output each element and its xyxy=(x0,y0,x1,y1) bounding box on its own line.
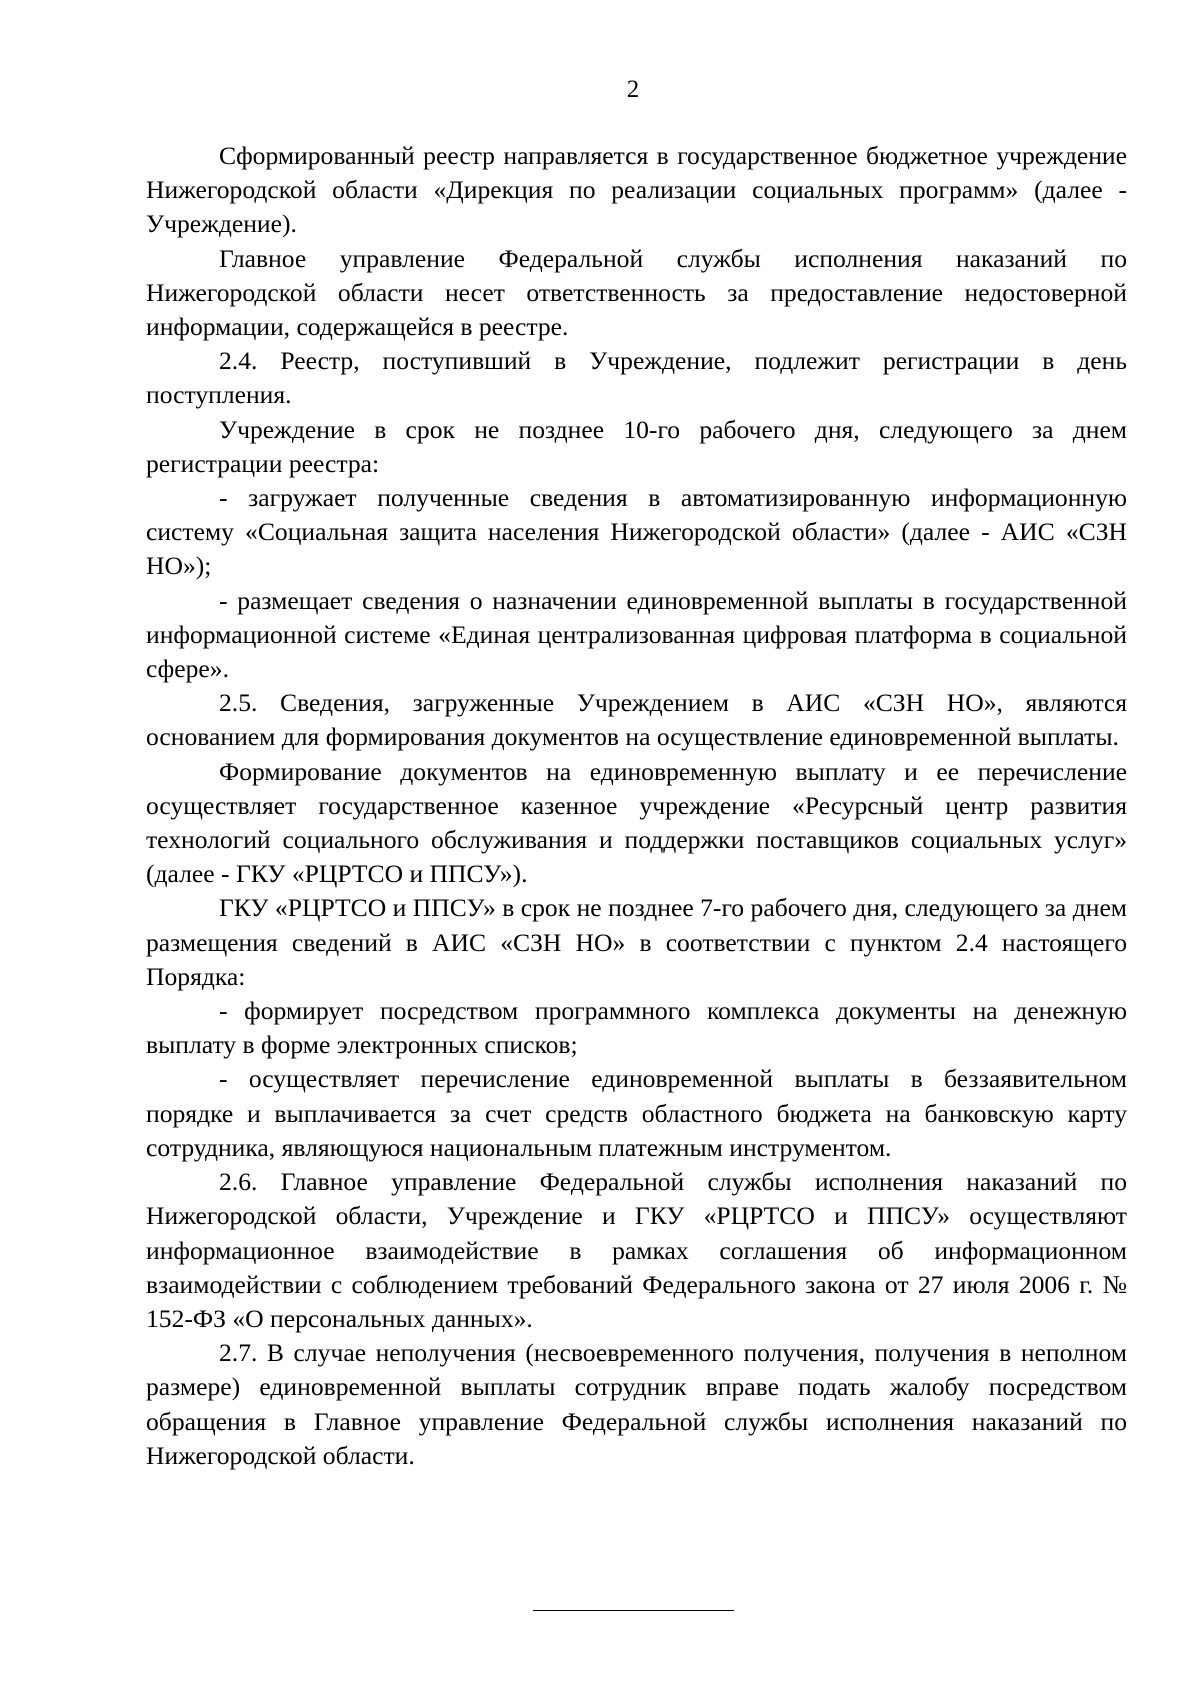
paragraph-2-4: 2.4. Реестр, поступивший в Учреждение, подлежит регистрации в день поступления. xyxy=(146,346,1127,410)
page-number: 2 xyxy=(626,76,640,103)
paragraph-gku-deadline: ГКУ «РЦРТСО и ППСУ» в срок не позднее 7-го рабочего дня, следующего за днем размещения сведений в АИС «СЗН НО» в соответствии с пунктом 2.4 настоящего Порядка: xyxy=(146,893,1127,991)
list-item-transfer-payment: - осуществляет перечисление единовременной выплаты в беззаявительном порядке и выплачивается за счет средств областного бюджета на банковскую карту сотрудника, являющуюся национальным платежным инструментом. xyxy=(146,1064,1127,1162)
list-item-form-documents: - формирует посредством программного комплекса документы на денежную выплату в форме электронных списков; xyxy=(146,996,1127,1060)
paragraph-registry-sent: Сформированный реестр направляется в государственное бюджетное учреждение Нижегородской области «Дирекция по реализации социальных программ» (далее - Учреждение). xyxy=(146,141,1127,239)
paragraph-2-7: 2.7. В случае неполучения (несвоевременного получения, получения в неполном размере) единовременной выплаты сотрудник вправе подать жалобу посредством обращения в Главное управление Федеральной службы исполнения наказаний по Нижегородской области. xyxy=(146,1338,1127,1470)
paragraph-payment-formation: Формирование документов на единовременную выплату и ее перечисление осуществляет государственное казенное учреждение «Ресурсный центр развития технологий социального обслуживания и поддержки поставщиков социальных услуг» (далее - ГКУ «РЦРТСО и ППСУ»). xyxy=(146,756,1127,889)
end-divider xyxy=(533,1610,734,1611)
paragraph-responsibility: Главное управление Федеральной службы исполнения наказаний по Нижегородской области несет ответственность за предоставление недостоверной информации, содержащейся в реестре. xyxy=(146,243,1127,342)
paragraph-institution-deadline: Учреждение в срок не позднее 10-го рабочего дня, следующего за днем регистрации реестра: xyxy=(146,414,1127,478)
list-item-upload-data: - загружает полученные сведения в автоматизированную информационную систему «Социальная защита населения Нижегородской области» (далее - АИС «СЗН НО»); xyxy=(146,483,1127,581)
document-body xyxy=(146,139,1127,1473)
paragraph-2-6: 2.6. Главное управление Федеральной службы исполнения наказаний по Нижегородской области, Учреждение и ГКУ «РЦРТСО и ППСУ» осуществляют информационное взаимодействие в рамках соглашения об информационном взаимодействии с соблюдением требований Федерального закона от 27 июля 2006 г. № 152-ФЗ «О персональных данных». xyxy=(146,1167,1127,1333)
list-item-publish-data: - размещает сведения о назначении единовременной выплаты в государственной информационной системе «Единая централизованная цифровая платформа в социальной сфере». xyxy=(146,585,1127,684)
paragraph-2-5: 2.5. Сведения, загруженные Учреждением в АИС «СЗН НО», являются основанием для формирования документов на осуществление единовременной выплаты. xyxy=(146,688,1127,752)
